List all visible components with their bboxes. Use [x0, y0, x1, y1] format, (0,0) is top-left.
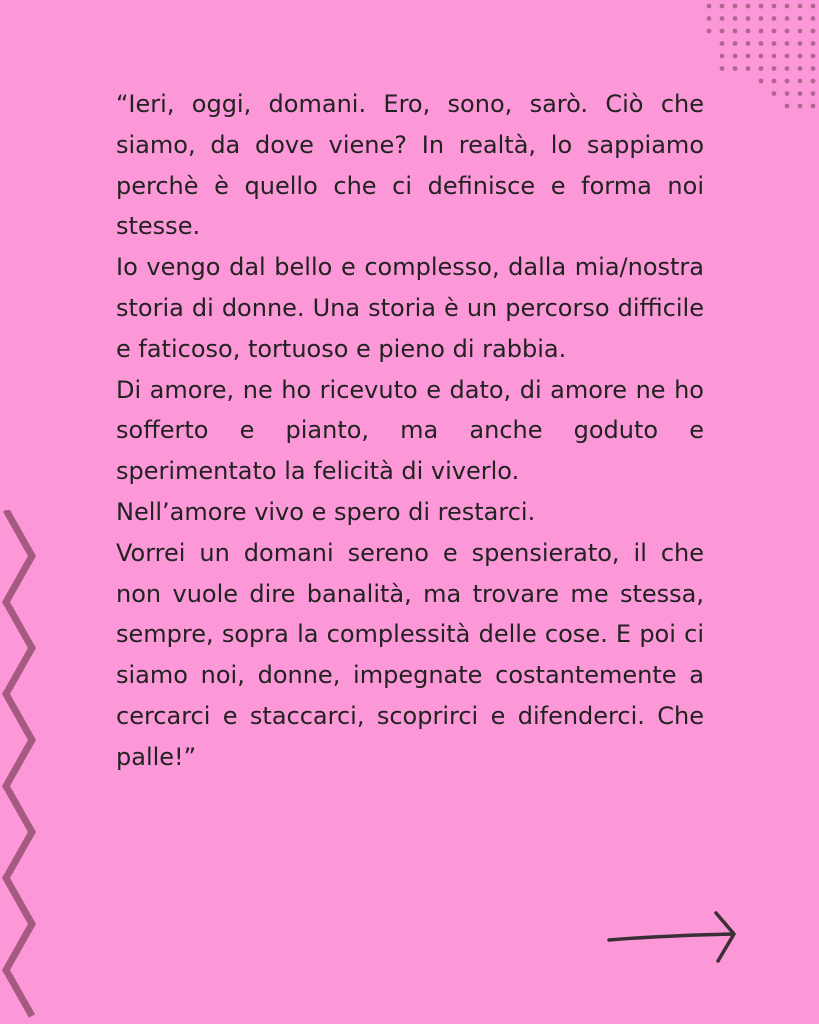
quote-paragraph-2: Io vengo dal bello e complesso, dalla mia/nostra storia di donne. Una storia è un percorso difficile e faticoso, tortuoso e pieno di rabbia. [116, 253, 704, 363]
quote-text [116, 84, 704, 778]
decorative-dot-pattern [689, 0, 819, 110]
decorative-zigzag [0, 510, 50, 1024]
quote-paragraph-3: Di amore, ne ho ricevuto e dato, di amore ne ho sofferto e pianto, ma anche goduto e sperimentato la felicità di viverlo. [116, 375, 704, 486]
arrow-right-icon[interactable] [606, 906, 742, 968]
quote-paragraph-1: “Ieri, oggi, domani. Ero, sono, sarò. Ciò che siamo, da dove viene? In realtà, lo sappiamo perchè è quello che ci definisce e forma noi stesse. [116, 90, 704, 241]
quote-paragraph-5: Vorrei un domani sereno e spensierato, il che non vuole dire banalità, ma trovare me stessa, sempre, sopra la complessità delle cose. E poi ci siamo noi, donne, impegnate costantemente a cercarci e staccarci, scoprirci e difenderci. Che palle!” [116, 538, 704, 771]
quote-paragraph-4: Nell’amore vivo e spero di restarci. [116, 497, 536, 526]
